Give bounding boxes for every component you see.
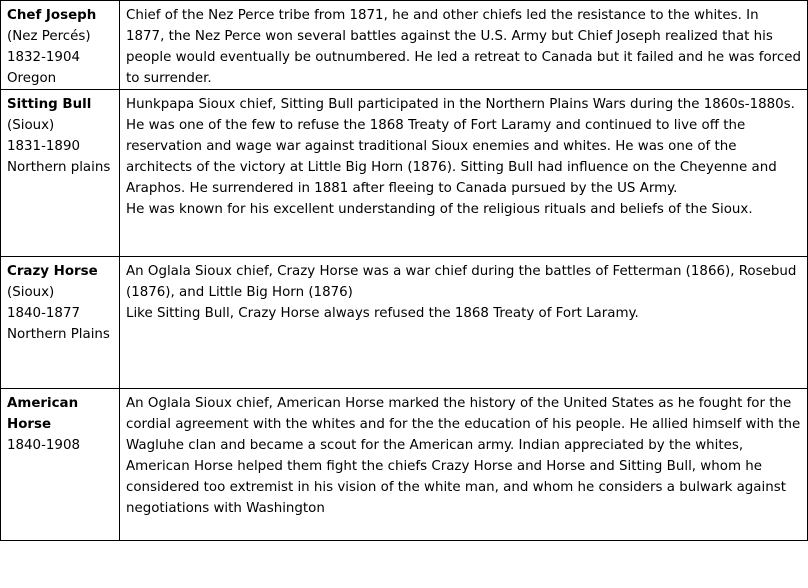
- chief-description-cell: [120, 90, 808, 257]
- table-row: [1, 257, 808, 389]
- chief-region: Northern plains: [7, 160, 111, 175]
- chief-description-cell: [120, 257, 808, 389]
- chief-dates: 1832-1904: [7, 50, 80, 65]
- chief-tribe: (Sioux): [7, 285, 55, 300]
- description-paragraph: Like Sitting Bull, Crazy Horse always refused the 1868 Treaty of Fort Laramy.: [126, 306, 639, 321]
- chief-tribe: (Nez Percés): [7, 29, 91, 44]
- chief-info-cell: [1, 389, 120, 541]
- chief-region: Northern Plains: [7, 327, 110, 342]
- chief-description-cell: [120, 389, 808, 541]
- chief-dates: 1840-1877: [7, 306, 80, 321]
- description-paragraph: An Oglala Sioux chief, Crazy Horse was a war chief during the battles of Fetterman (1866), Rosebud (1876), and Little Big Horn (1876): [126, 264, 797, 300]
- chief-tribe: (Sioux): [7, 118, 55, 133]
- table-row: [1, 1, 808, 90]
- chief-region: Oregon: [7, 71, 57, 86]
- chief-dates: 1831-1890: [7, 139, 80, 154]
- description-paragraph: Chief of the Nez Perce tribe from 1871, he and other chiefs led the resistance to the whites. In 1877, the Nez Perce won several battles against the U.S. Army but Chief Joseph realized that his people would eventually be outnumbered. He led a retreat to Canada but it failed and he was forced to surrender.: [126, 8, 801, 86]
- table-row: [1, 389, 808, 541]
- chief-dates: 1840-1908: [7, 438, 80, 453]
- description-paragraph: Hunkpapa Sioux chief, Sitting Bull participated in the Northern Plains Wars during the 1860s-1880s. He was one of the few to refuse the 1868 Treaty of Fort Laramy and continued to live off the reservation and wage war against traditional Sioux enemies and whites. He was one of the architects of the victory at Little Big Horn (1876). Sitting Bull had influence on the Cheyenne and Araphos. He surrendered in 1881 after fleeing to Canada pursued by the US Army.: [126, 97, 795, 196]
- chief-description-cell: [120, 1, 808, 90]
- chief-name: American Horse: [7, 396, 79, 432]
- chief-name: Crazy Horse: [7, 264, 98, 279]
- chief-info-cell: [1, 257, 120, 389]
- chief-info-cell: [1, 1, 120, 90]
- chief-info-cell: [1, 90, 120, 257]
- chief-name: Chef Joseph: [7, 8, 97, 23]
- description-paragraph: An Oglala Sioux chief, American Horse marked the history of the United States as he fought for the cordial agreement with the whites and for the the education of his people. He allied himself with the Wagluhe clan and became a scout for the American army. Indian appreciated by the whites, American Horse helped them fight the chiefs Crazy Horse and Horse and Sitting Bull, whom he considered too extremist in his vision of the white man, and whom he considers a bulwark against negotiations with Washington: [126, 396, 801, 516]
- table-row: [1, 90, 808, 257]
- description-paragraph: He was known for his excellent understanding of the religious rituals and beliefs of the Sioux.: [126, 202, 753, 217]
- chief-name: Sitting Bull: [7, 97, 92, 112]
